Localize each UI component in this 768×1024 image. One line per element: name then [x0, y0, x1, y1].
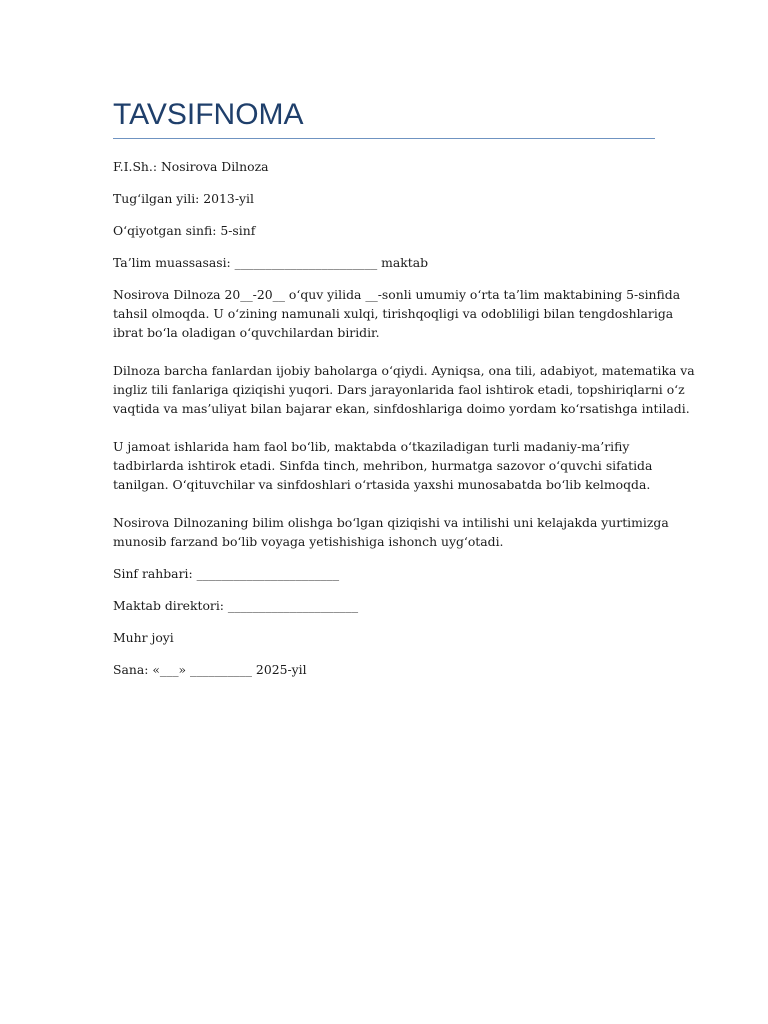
document-page [113, 96, 695, 692]
seal-placeholder: Muhr joyi [113, 630, 174, 645]
paragraph-line: tanilgan. O‘qituvchilar va sinfdoshlari o‘rtasida yaxshi munosabatda bo‘lib kelmoqda. [113, 477, 651, 492]
paragraph-line: tadbirlarda ishtirok etadi. Sinfda tinch, mehribon, hurmatga sazovor o‘quvchi sifatida [113, 458, 653, 473]
paragraph-line: U jamoat ishlarida ham faol bo‘lib, maktabda o‘tkaziladigan turli madaniy-ma’rifiy [113, 439, 630, 454]
signature-class-teacher: Sinf rahbari: _______________________ [113, 566, 340, 581]
paragraph-line: Nosirova Dilnoza 20__-20__ o‘quv yilida __-sonli umumiy o‘rta ta’lim maktabining 5-sinfida [113, 287, 681, 302]
field-institution: Ta’lim muassasasi: _______________________ maktab [113, 255, 429, 270]
paragraph-studies [113, 361, 695, 418]
paragraph-community [113, 437, 655, 494]
document-title: TAVSIFNOMA [113, 98, 304, 131]
date-field: Sana: «___» __________ 2025-yil [113, 662, 307, 677]
paragraph-line: ibrat bo‘la oladigan o‘quvchilardan biridir. [113, 325, 380, 340]
paragraph-conclusion [113, 513, 669, 551]
paragraph-line: vaqtida va mas’uliyat bilan bajarar ekan, sinfdoshlariga doimo yordam ko‘rsatishga intiladi. [113, 401, 690, 416]
paragraph-line: munosib farzand bo‘lib voyaga yetishishiga ishonch uyg‘otadi. [113, 534, 504, 549]
title-divider [113, 138, 655, 139]
signature-director: Maktab direktori: _____________________ [113, 598, 359, 613]
field-fish: F.I.Sh.: Nosirova Dilnoza [113, 159, 269, 174]
paragraph-line: Dilnoza barcha fanlardan ijobiy baholarga o‘qiydi. Ayniqsa, ona tili, adabiyot, matematika va [113, 363, 695, 378]
paragraph-line: Nosirova Dilnozaning bilim olishga bo‘lgan qiziqishi va intilishi uni kelajakda yurtimizga [113, 515, 669, 530]
field-grade: O‘qiyotgan sinfi: 5-sinf [113, 223, 256, 238]
paragraph-intro [113, 285, 681, 342]
field-birth-year: Tug‘ilgan yili: 2013-yil [113, 191, 254, 206]
paragraph-line: ingliz tili fanlariga qiziqishi yuqori. Dars jarayonlarida faol ishtirok etadi, topshiriqlarni o‘z [113, 382, 685, 397]
paragraph-line: tahsil olmoqda. U o‘zining namunali xulqi, tirishqoqligi va odobliligi bilan tengdoshlariga [113, 306, 674, 321]
